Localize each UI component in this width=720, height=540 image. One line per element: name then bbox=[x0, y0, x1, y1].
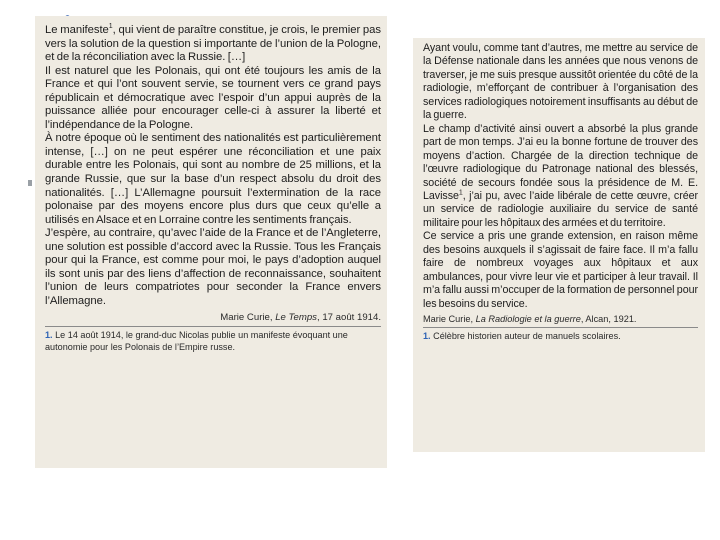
left-edge-mark bbox=[28, 180, 32, 186]
right-excerpt-panel bbox=[413, 38, 705, 452]
left-source-credit: Marie Curie, Le Temps, 17 août 1914. bbox=[220, 312, 381, 324]
left-paragraph-1: Le manifeste$^1$, qui vient de paraître constitue, je crois, le premier pas vers la solution de la question si importante de l’union de la Pologne, et de la réconciliation avec la Russie. […] bbox=[45, 23, 381, 64]
footnote-divider bbox=[423, 327, 698, 328]
left-footnote: 1. Le 14 août 1914, le grand-duc Nicolas publie un manifeste évoquant une autonomie pour les Polonais de l’Empire russe. bbox=[45, 330, 348, 352]
left-excerpt-panel bbox=[35, 16, 387, 468]
right-paragraph-1: Ayant voulu, comme tant d’autres, me mettre au service de la Défense nationale dans les années que nous venons de traverser, je me suis presque aussitôt orientée du côté de la radiologie, m’efforçant de contribuer à l’organisation des services radiologiques notoirement insuffisants au début de la guerre. bbox=[423, 42, 698, 122]
right-footnote: 1. Célèbre historien auteur de manuels scolaires. bbox=[423, 331, 621, 342]
left-excerpt-text bbox=[45, 24, 381, 308]
right-paragraph-2: Le champ d’activité ainsi ouvert a absorbé la plus grande part de mon temps. J’ai eu la bonne fortune de trouver des moyens d’action. Chargée de la direction technique de l’œuvre radiologique du Patronage national des blessés, société de secours fondée sous la présidence de M. E. Lavisse$^1$, j’ai pu, avec l’aide libérale de cette œuvre, créer un service de radiologie auxiliaire du service de santé militaire pour les hôpitaux des armées et du territoire. bbox=[423, 122, 698, 229]
right-paragraph-3: Ce service a pris une grande extension, en raison même des besoins auxquels il s’agissait de faire face. Il m’a fallu faire de nombreux voyages aux hôpitaux et aux ambulances, pour vivre leur vie et participer à leur travail. Il m’a fallu aussi m’occuper de la formation de personnel pour les besoins du service. bbox=[423, 230, 698, 310]
footnote-divider bbox=[45, 326, 381, 327]
left-paragraph-2: Il est naturel que les Polonais, qui ont été toujours les amis de la France et qui l’ont souvent servie, se tournent vers ce grand pays républicain et démocratique avec l’espoir d’un appui auprès de la puissance alliée pour encourager celle-ci à assurer la liberté et l’indépendance de la Pologne. bbox=[45, 64, 381, 131]
left-paragraph-4: J’espère, au contraire, qu’avec l’aide de la France et de l’Angleterre, une solution est possible d’accord avec la Russie. Tous les Français pour qui la France, est comme pour moi, le pays d’adoption auquel ils sont unis par des liens d’affection de reconnaissance, souhaitent l’union de leurs compatriotes pour seconder la France envers l’Allemagne. bbox=[45, 227, 381, 307]
right-excerpt-text bbox=[423, 42, 698, 311]
left-paragraph-3: À notre époque où le sentiment des nationalités est particulièrement intense, […] on ne peut espérer une réconciliation et une paix durable entre les Polonais, qui sont au nombre de 25 millions, et la grande Russie, que sur la base d’un respect absolu du droit des nationalités. […] L’Allemagne poursuit l’extermination de la race polonaise par des moyens encore plus durs que ceux qu’elle a utilisés en Alsace et en Lorraine contre les sentiments français. bbox=[45, 132, 381, 226]
right-source-credit: Marie Curie, La Radiologie et la guerre, Alcan, 1921. bbox=[423, 314, 637, 325]
